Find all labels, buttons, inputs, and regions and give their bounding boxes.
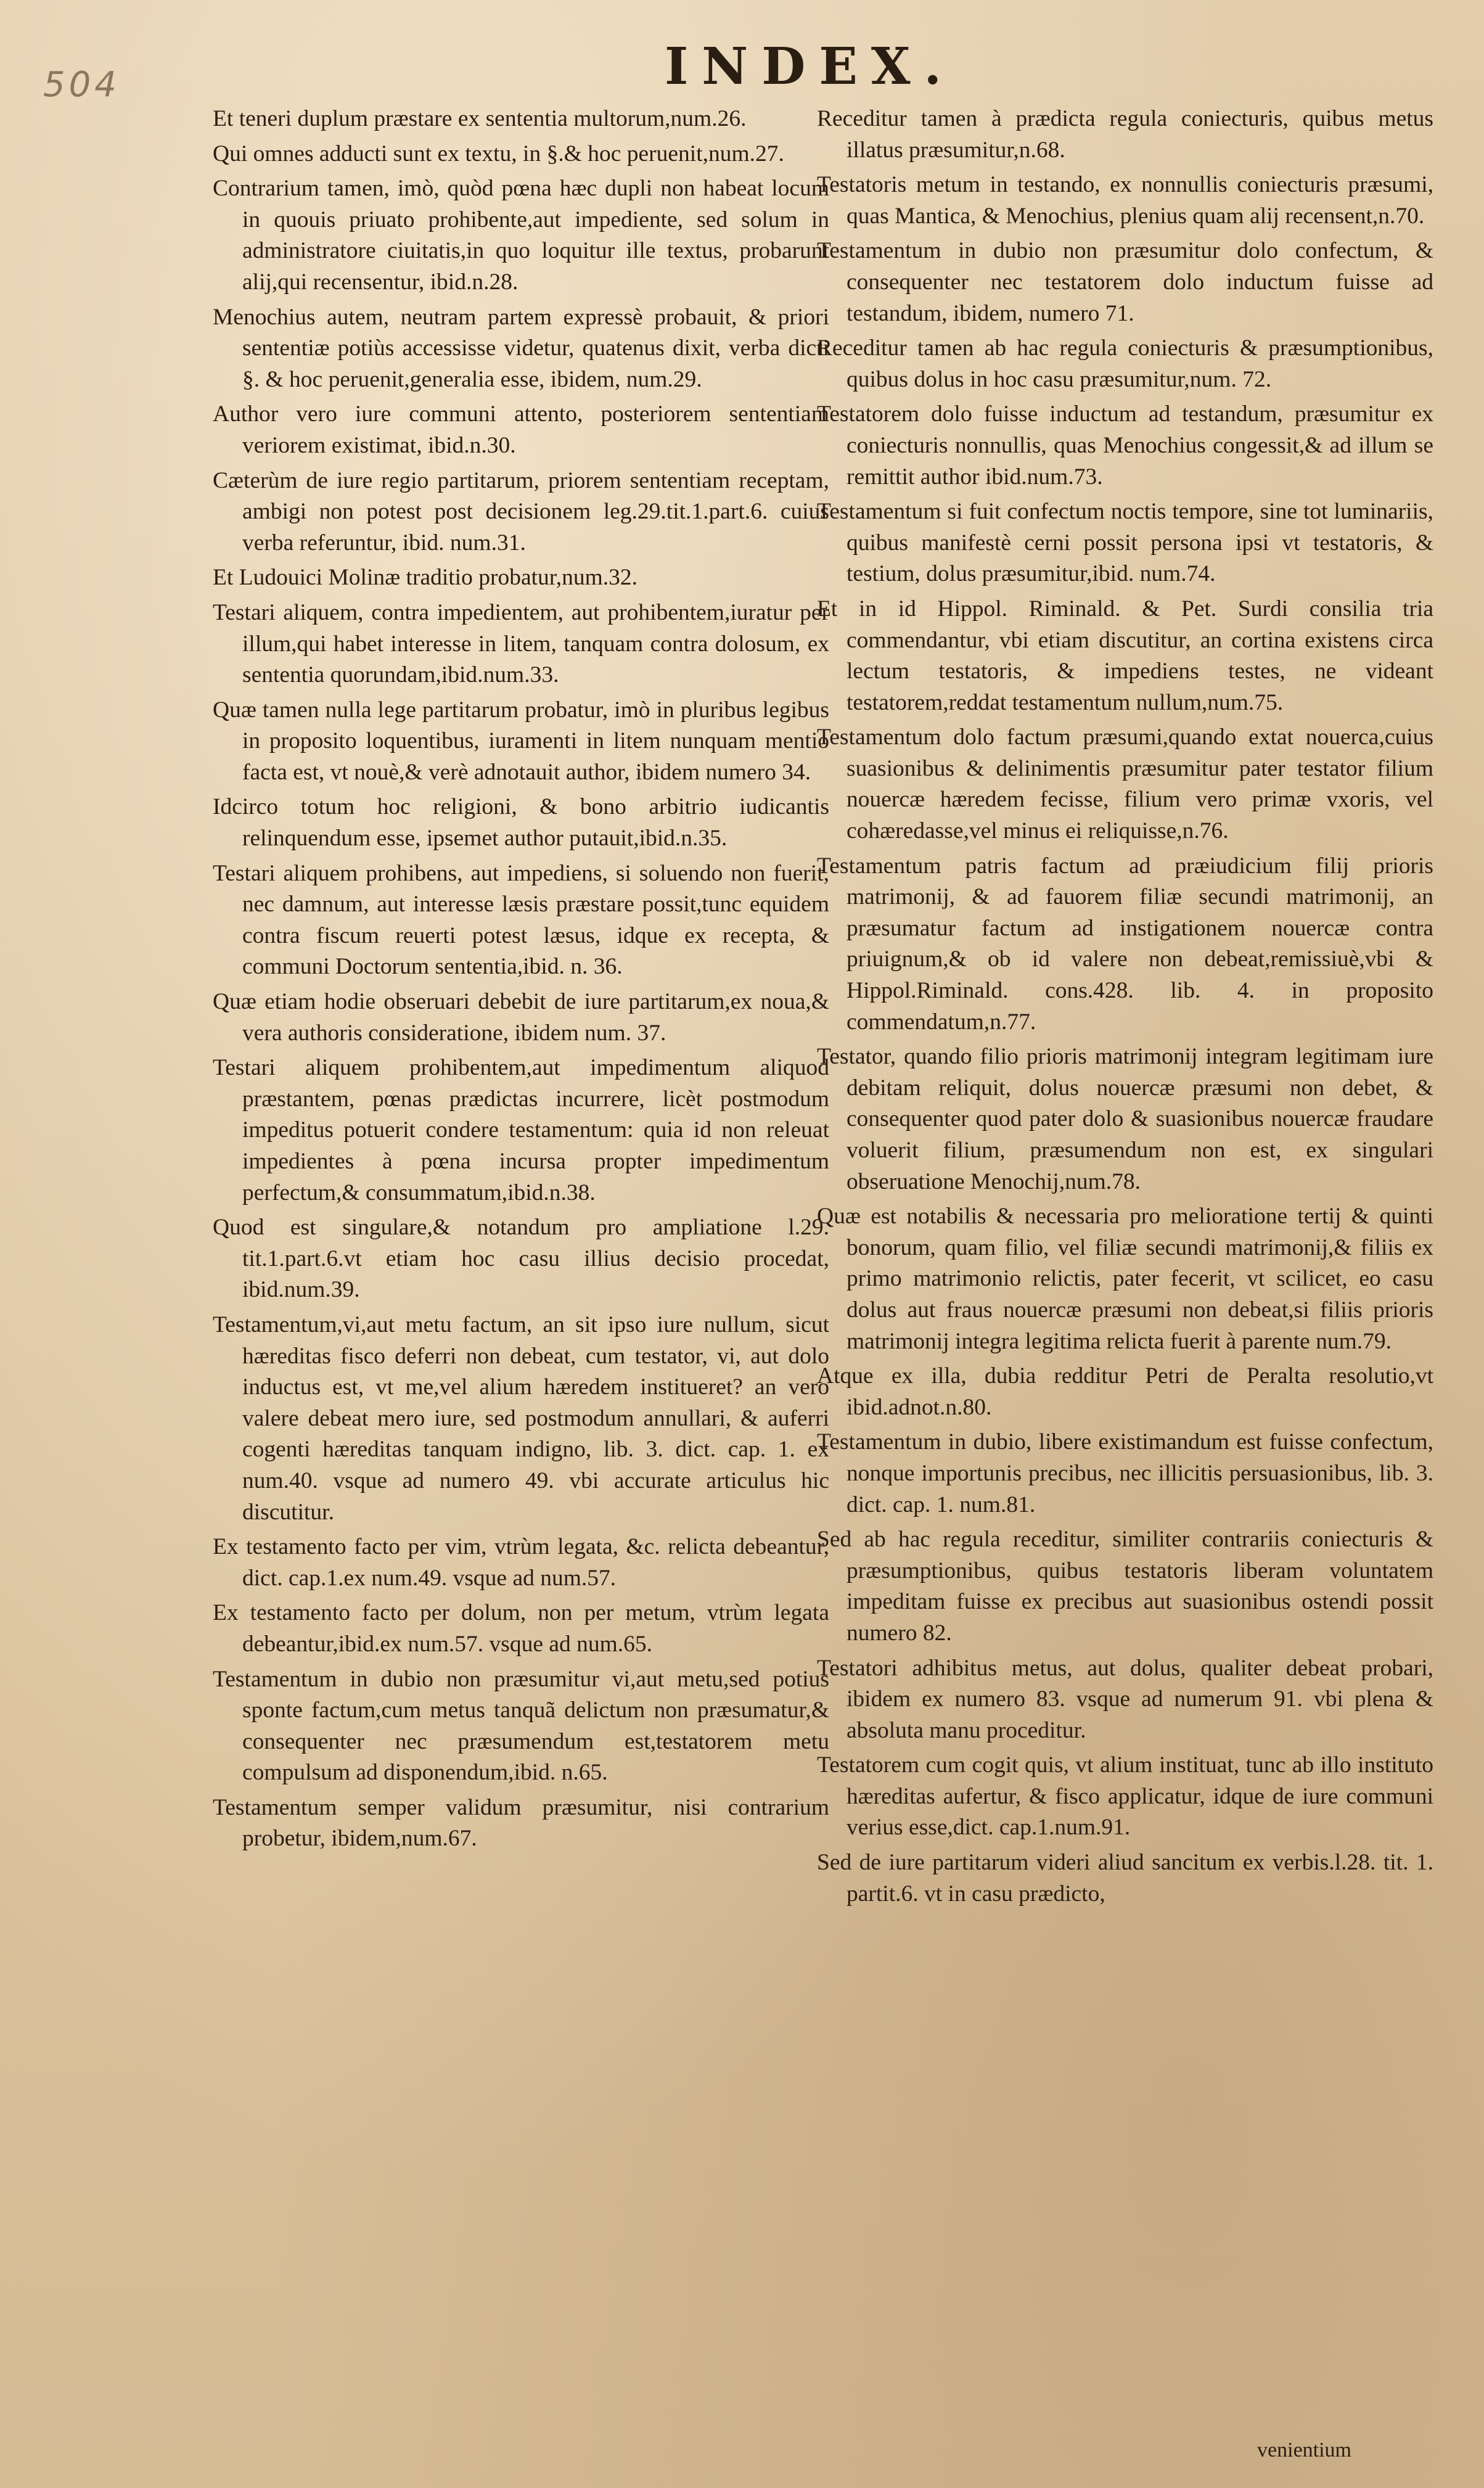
index-entry: Quæ tamen nulla lege partitarum probatur, imò in pluribus legibus in proposito loquentibus, iuramenti in litem nunquam mentio facta est, vt nouè,& verè adnotauit author, ibidem numero 34. — [213, 697, 829, 785]
index-entry: Quod est singulare,& notandum pro ampliatione l.29. tit.1.part.6.vt etiam hoc casu illius decisio procedat, ibid.num.39. — [213, 1215, 829, 1303]
index-entry: Et teneri duplum præstare ex sententia multorum,num.26. — [213, 106, 747, 131]
index-entry: Atque ex illa, dubia redditur Petri de Peralta resolutio,vt ibid.adnot.n.80. — [817, 1363, 1433, 1420]
index-entry: Ex testamento facto per dolum, non per metum, vtrùm legata debeantur,ibid.ex num.57. vsque ad num.65. — [213, 1600, 829, 1657]
index-entry: Contrarium tamen, imò, quòd pœna hæc dupli non habeat locum in quouis priuato prohibente,aut impediente, sed solum in administratore ciuitatis,in quo loquitur ille textus, probarunt alij,qui recensentur, ibid.n.28. — [213, 176, 829, 295]
left-column — [213, 104, 829, 1858]
index-entry: Quæ etiam hodie obseruari debebit de iure partitarum,ex noua,& vera authoris consideratione, ibidem num. 37. — [213, 989, 829, 1046]
index-entry: Menochius autem, neutram partem expressè probauit, & priori sententiæ potiùs accessisse videtur, quatenus dixit, verba dicti §. & hoc peruenit,generalia esse, ibidem, num.29. — [213, 304, 829, 392]
right-column — [817, 104, 1433, 1913]
index-entry: Et Ludouici Molinæ traditio probatur,num.32. — [213, 565, 638, 591]
index-entry: Testatoris metum in testando, ex nonnullis coniecturis præsumi, quas Mantica, & Menochius, plenius quam alij recensent,n.70. — [817, 172, 1433, 229]
folio-number: 504 — [43, 65, 120, 105]
index-entry: Sed de iure partitarum videri aliud sancitum ex verbis.l.28. tit. 1. partit.6. vt in casu prædicto, — [817, 1850, 1433, 1907]
index-entry: Testamentum in dubio non præsumitur dolo confectum, & consequenter nec testatorem dolo inductum fuisse ad testandum, ibidem, numero 71. — [817, 238, 1433, 326]
index-entry: Testari aliquem, contra impedientem, aut prohibentem,iuratur per illum,qui habet interesse in litem, tanquam contra dolosum, ex sententia quorundam,ibid.num.33. — [213, 599, 829, 688]
index-entry: Idcirco totum hoc religioni, & bono arbitrio iudicantis relinquendum esse, ipsemet author putauit,ibid.n.35. — [213, 794, 829, 852]
index-entry: Testatori adhibitus metus, aut dolus, qualiter debeat probari, ibidem ex numero 83. vsque ad numerum 91. vbi plena & absoluta manu proceditur. — [817, 1655, 1433, 1743]
index-entry: Testari aliquem prohibens, aut impediens, si soluendo non fuerit, nec damnum, aut interesse læsis præstare possit,tunc equidem contra fiscum reuerti potest læsus, idque ex recepta, & communi Doctorum sententia,ibid. n. 36. — [213, 860, 829, 980]
page-title: INDEX. — [664, 37, 956, 96]
index-entry: Qui omnes adducti sunt ex textu, in §.& hoc peruenit,num.27. — [213, 141, 784, 166]
catchword: venientium — [1257, 2439, 1351, 2461]
index-entry: Testamentum in dubio non præsumitur vi,aut metu,sed potius sponte factum,cum metus tanquã delictum non præsumatur,& consequenter nec præsumendum est,testatorem metu compulsum ad disponendum,ibid. n.65. — [213, 1666, 829, 1786]
index-entry: Testamentum,vi,aut metu factum, an sit ipso iure nullum, sicut hæreditas fisco deferri non debeat, cum testator, vi, aut dolo inductus est, vt me,vel alium hæredem institueret? an vero valere debeat mero iure, sed postmodum annullari, & auferri cogenti hæreditas tanquam indigno, lib. 3. dict. cap. 1. ex num.40. vsque ad numero 49. vbi accurate articulus hic discutitur. — [213, 1312, 829, 1525]
index-entry: Ex testamento facto per vim, vtrùm legata, &c. relicta debeantur, dict. cap.1.ex num.49. vsque ad num.57. — [213, 1534, 829, 1591]
index-entry: Testamentum semper validum præsumitur, nisi contrarium probetur, ibidem,num.67. — [213, 1794, 829, 1852]
index-entry: Receditur tamen ab hac regula coniecturis & præsumptionibus, quibus dolus in hoc casu præsumitur,num. 72. — [817, 335, 1433, 392]
index-entry: Testamentum in dubio, libere existimandum est fuisse confectum, nonque importunis precibus, nec illicitis persuasionibus, lib. 3. dict. cap. 1. num.81. — [817, 1429, 1433, 1517]
index-entry: Testari aliquem prohibentem,aut impedimentum aliquod præstantem, pœnas prædictas incurrere, licèt postmodum impeditus potuerit condere testamentum: quia id non releuat impedientes à pœna incursa propter impedimentum perfectum,& consummatum,ibid.n.38. — [213, 1055, 829, 1205]
index-entry: Sed ab hac regula receditur, similiter contrariis coniecturis & præsumptionibus, quibus testatoris liberam voluntatem impeditam fuisse ex precibus aut suasionibus ostendi possit numero 82. — [817, 1527, 1433, 1646]
index-entry: Testatorem cum cogit quis, vt alium instituat, tunc ab illo instituto hæreditas aufertur, & fisco applicatur, idque de iure communi verius esse,dict. cap.1.num.91. — [817, 1752, 1433, 1841]
index-entry: Cæterùm de iure regio partitarum, priorem sententiam receptam, ambigi non potest post decisionem leg.29.tit.1.part.6. cuius verba referuntur, ibid. num.31. — [213, 467, 829, 556]
index-entry: Et in id Hippol. Riminald. & Pet. Surdi consilia tria commendantur, vbi etiam discutitur, an cortina existens circa lectum testatoris, & impediens testes, ne videant testatorem,reddat testamentum nullum,num.75. — [817, 596, 1433, 715]
index-entry: Receditur tamen à prædicta regula coniecturis, quibus metus illatus præsumitur,n.68. — [817, 106, 1433, 163]
index-entry: Testatorem dolo fuisse inductum ad testandum, præsumitur ex coniecturis nonnullis, quas Menochius congessit,& ad illum se remittit author ibid.num.73. — [817, 401, 1433, 490]
index-entry: Testamentum si fuit confectum noctis tempore, sine tot luminariis, quibus manifestè cerni possit persona ipsi vt testatoris, & testium, dolus præsumitur,ibid. num.74. — [817, 499, 1433, 587]
index-entry: Testator, quando filio prioris matrimonij integram legitimam iure debitam reliquit, dolus nouercæ præsumi non debet, & consequenter quod pater dolo & suasionibus nouercæ fraudare voluerit filium, præsumendum non est, ex singulari obseruatione Menochij,num.78. — [817, 1044, 1433, 1194]
index-entry: Testamentum patris factum ad præiudicium filij prioris matrimonij, & ad fauorem filiæ secundi matrimonij, an præsumatur factum ad instigationem nouercæ contra priuignum,& ob id valere non debeat,remissiuè,vbi & Hippol.Riminald. cons.428. lib. 4. in proposito commendatum,n.77. — [817, 853, 1433, 1035]
index-entry: Testamentum dolo factum præsumi,quando extat nouerca,cuius suasionibus & delinimentis præsumitur pater testator filium nouercæ hæredem fecisse, filium vero primæ vxoris, vel cohæredasse,vel minus ei reliquisse,n.76. — [817, 725, 1433, 844]
index-entry: Author vero iure communi attento, posteriorem sententiam veriorem existimat, ibid.n.30. — [213, 401, 829, 458]
index-entry: Quæ est notabilis & necessaria pro melioratione tertij & quinti bonorum, quam filio, vel filiæ secundi matrimonij,& filiis ex primo matrimonio relictis, pater fecerit, vt scilicet, eo casu dolus aut fraus nouercæ præsumi non debeat,si filiis prioris matrimonij integra legitima relicta fuerit à parente num.79. — [817, 1204, 1433, 1354]
